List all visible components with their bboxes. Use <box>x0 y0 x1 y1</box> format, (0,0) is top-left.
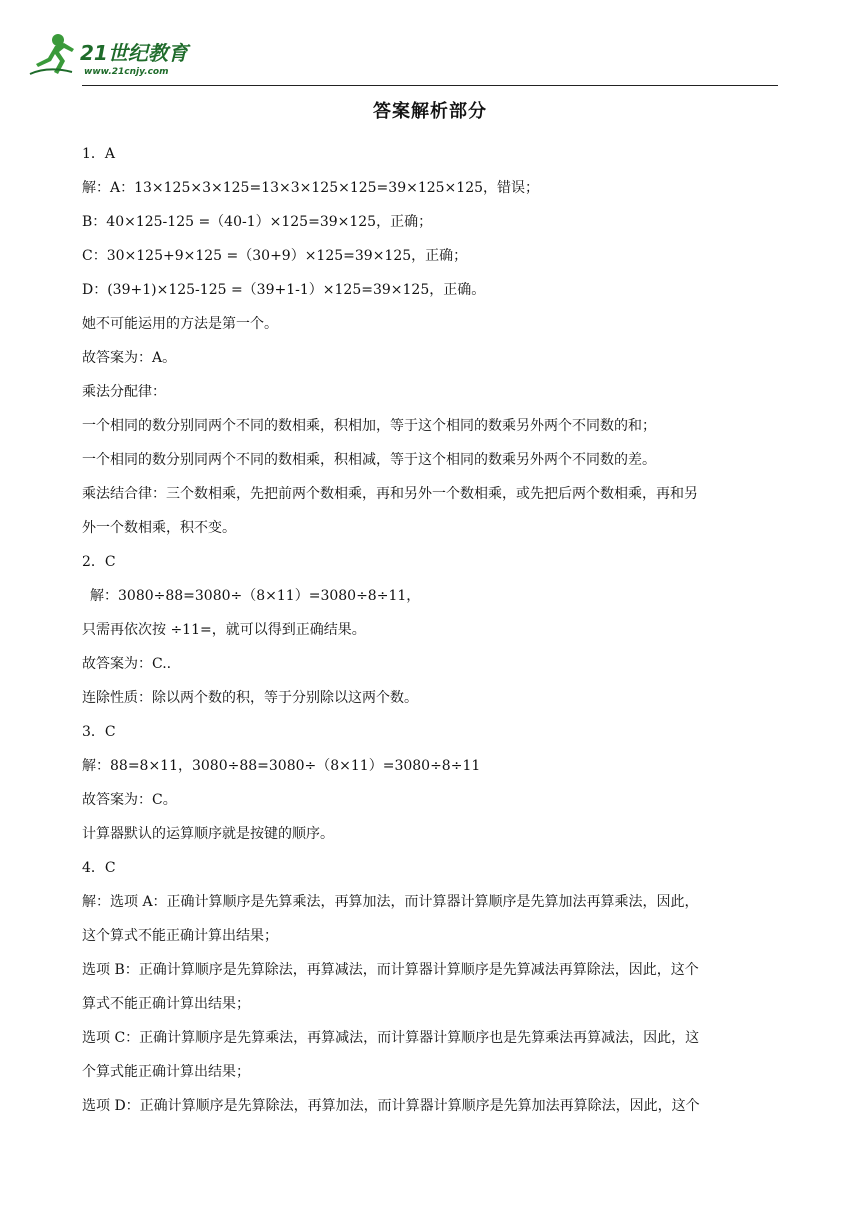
text-line: 解：选项 A：正确计算顺序是先算乘法，再算加法，而计算器计算顺序是先算加法再算乘法，因此， <box>82 894 699 910</box>
text-line: 选项 B：正确计算顺序是先算除法，再算减法，而计算器计算顺序是先算减法再算除法，因此，这个 <box>82 962 699 978</box>
text-line: D：(39+1)×125-125 =（39+1-1）×125=39×125，正确。 <box>82 282 486 298</box>
logo-url-text: www.21cnjy.com <box>84 67 169 77</box>
text-line: 故答案为：A。 <box>82 350 177 366</box>
text-line: 1．A <box>82 146 116 162</box>
text-line: 一个相同的数分别同两个不同的数相乘，积相加，等于这个相同的数乘另外两个不同数的和； <box>82 418 656 434</box>
text-line: 计算器默认的运算顺序就是按键的顺序。 <box>82 826 334 842</box>
text-line: 她不可能运用的方法是第一个。 <box>82 316 278 332</box>
text-line: 这个算式不能正确计算出结果； <box>82 928 278 944</box>
text-line: 解：A：13×125×3×125=13×3×125×125=39×125×125，错误； <box>82 180 540 196</box>
header-rule <box>82 85 778 86</box>
text-line: B：40×125-125 =（40-1）×125=39×125，正确； <box>82 214 433 230</box>
text-line: 连除性质：除以两个数的积，等于分别除以这两个数。 <box>82 690 418 706</box>
text-line: 解：3080÷88=3080÷（8×11）=3080÷8÷11， <box>90 588 421 604</box>
text-line: 外一个数相乘，积不变。 <box>82 520 236 536</box>
text-line: 个算式能正确计算出结果； <box>82 1064 250 1080</box>
answer-content <box>82 137 782 1123</box>
text-line: 选项 C：正确计算顺序是先算乘法，再算减法，而计算器计算顺序也是先算乘法再算减法，因此，这 <box>82 1030 700 1046</box>
text-line: C：30×125+9×125 =（30+9）×125=39×125，正确； <box>82 248 468 264</box>
text-line: 解：88=8×11，3080÷88=3080÷（8×11）=3080÷8÷11 <box>82 758 481 774</box>
text-line: 3．C <box>82 724 116 740</box>
text-line: 2．C <box>82 554 116 570</box>
text-line: 4．C <box>82 860 116 876</box>
text-line: 一个相同的数分别同两个不同的数相乘，积相减，等于这个相同的数乘另外两个不同数的差。 <box>82 452 656 468</box>
logo-brand-text: 21世纪教育 <box>80 41 188 65</box>
text-line: 故答案为：C。 <box>82 792 177 808</box>
text-line: 只需再依次按 ÷11=，就可以得到正确结果。 <box>82 622 366 638</box>
text-line: 故答案为：C.. <box>82 656 172 672</box>
text-line: 算式不能正确计算出结果； <box>82 996 250 1012</box>
text-line: 选项 D：正确计算顺序是先算除法，再算加法，而计算器计算顺序是先算加法再算除法，因此，这个 <box>82 1098 700 1114</box>
page-title: 答案解析部分 <box>373 101 487 122</box>
runner-icon <box>28 30 198 80</box>
text-line: 乘法结合律：三个数相乘，先把前两个数相乘，再和另外一个数相乘，或先把后两个数相乘，再和另 <box>82 486 698 502</box>
text-line: 乘法分配律： <box>82 384 166 400</box>
logo <box>28 30 198 80</box>
